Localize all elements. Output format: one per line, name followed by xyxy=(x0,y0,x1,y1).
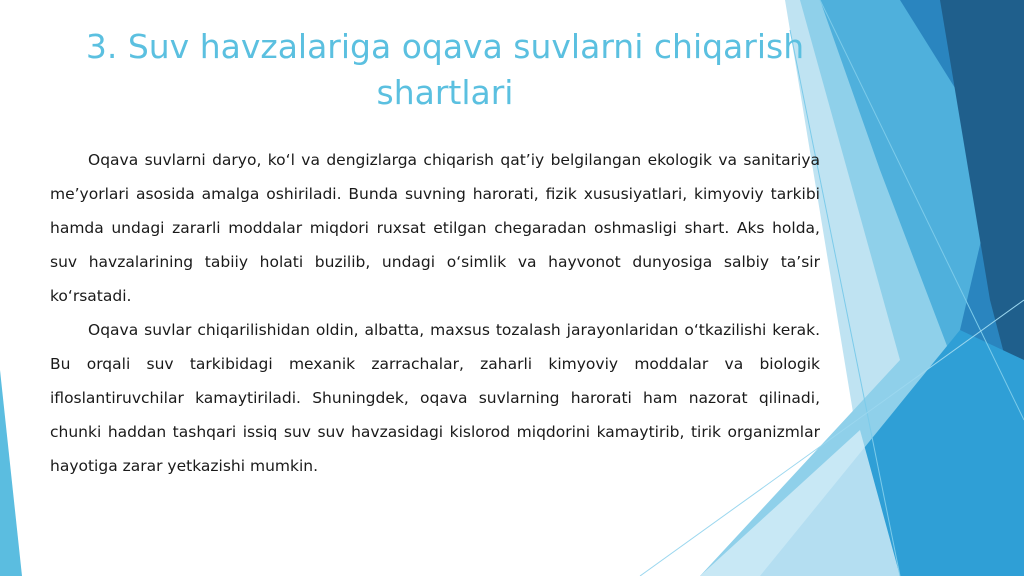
slide-body xyxy=(50,143,820,483)
body-paragraph-2: Oqava suvlar chiqarilishidan oldin, albatta, maxsus tozalash jarayonlaridan o‘tkazilishi kerak. Bu orqali suv tarkibidagi mexanik zarrachalar, zaharli kimyoviy moddalar va biologik ifloslantiruvchilar kamaytiriladi. Shuningdek, oqava suvlarning harorati ham nazorat qilinadi, chunki haddan tashqari issiq suv suv havzasidagi kislorod miqdorini kamaytirib, tirik organizmlar hayotiga zarar yetkazishi mumkin. xyxy=(50,321,820,475)
body-paragraph-1: Oqava suvlarni daryo, ko‘l va dengizlarga chiqarish qat’iy belgilangan ekologik va sanitariya me’yorlari asosida amalga oshiriladi. Bunda suvning harorati, fizik xususiyatlari, kimyoviy tarkibi hamda undagi zararli moddalar miqdori ruxsat etilgan chegaradan oshmasligi shart. Aks holda, suv havzalarining tabiiy holati buzilib, undagi o‘simlik va hayvonot dunyosiga salbiy ta’sir ko‘rsatadi. xyxy=(50,151,820,305)
slide-title-line-1: 3. Suv havzalariga oqava suvlarni chiqarish xyxy=(85,27,805,66)
slide-title xyxy=(60,24,830,116)
left-accent-shape xyxy=(0,370,22,576)
slide-title-line-2: shartlari xyxy=(376,73,514,112)
